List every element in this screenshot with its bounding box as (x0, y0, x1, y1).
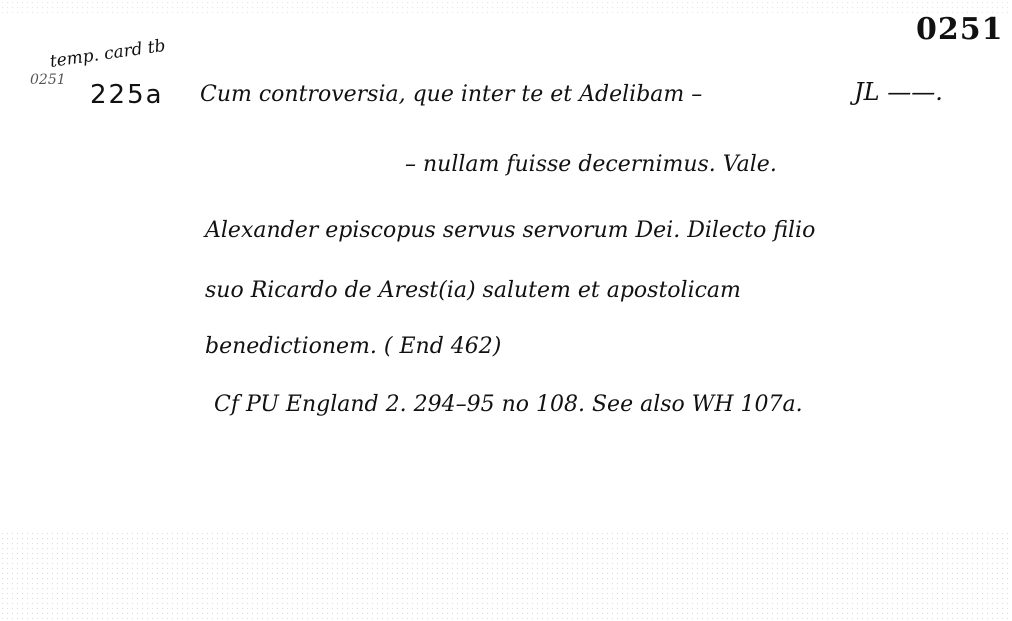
incipit-text: Cum controversia, que inter te et Adelibam – (200, 82, 703, 107)
entry-number: 225a (90, 80, 164, 110)
text-line-1: Alexander episcopus servus servorum Dei. Dilecto filio (205, 218, 816, 243)
reference-line: Cf PU England 2. 294–95 no 108. See also WH 107a. (214, 392, 803, 417)
scan-noise-bottom (0, 531, 1012, 621)
explicit-text: – nullam fuisse decernimus. Vale. (405, 152, 777, 177)
text-line-3: benedictionem. ( End 462) (205, 334, 502, 359)
scan-noise-top (0, 0, 1012, 14)
jl-reference: JL ——. (854, 78, 943, 106)
text-line-2: suo Ricardo de Arest(ia) salutem et apostolicam (205, 278, 741, 303)
faded-stamp: 0251 (30, 72, 66, 88)
card-number: 0251 (916, 12, 1004, 47)
temp-card-annotation: temp. card tb (48, 35, 167, 72)
